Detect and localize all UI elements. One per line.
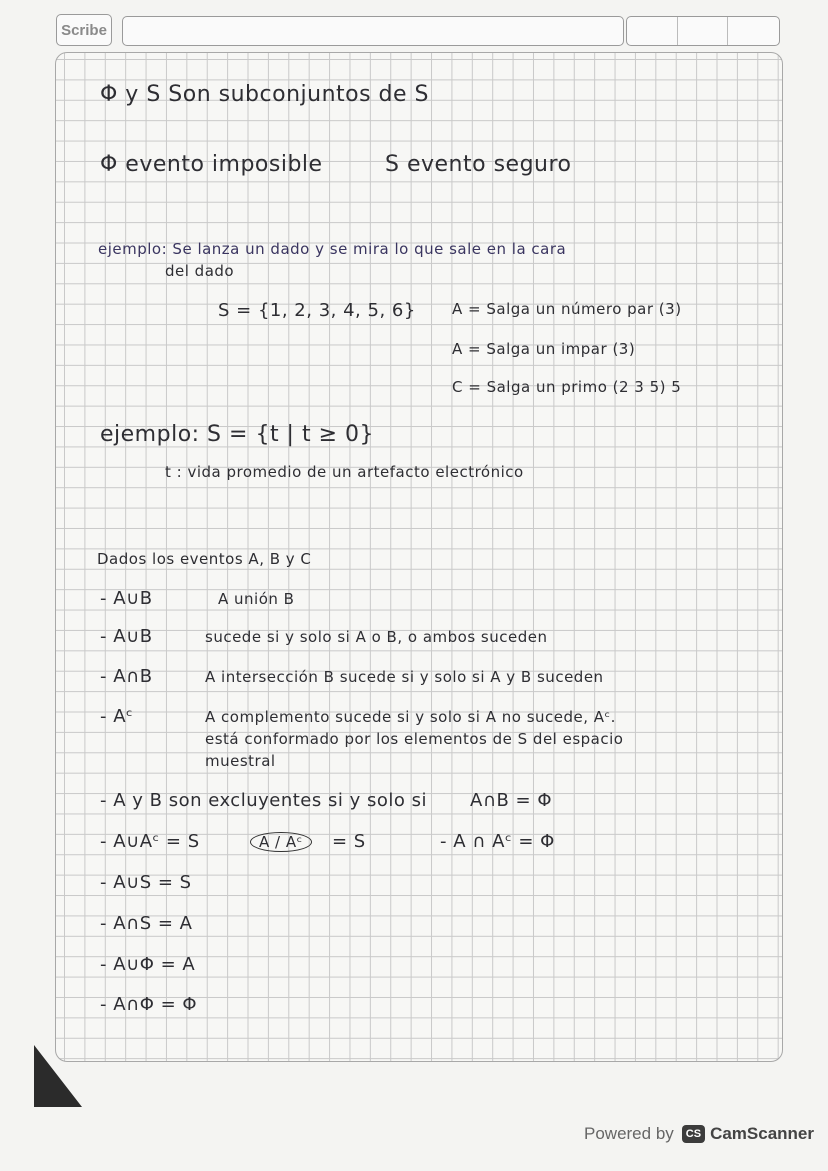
camscanner-text: CamScanner <box>710 1124 814 1143</box>
note-line: A = Salga un número par (3) <box>452 300 682 318</box>
note-line: C = Salga un primo (2 3 5) 5 <box>452 378 682 396</box>
note-line: - A∪B <box>100 626 153 647</box>
note-line: S evento seguro <box>385 152 572 177</box>
note-line: Dados los eventos A, B y C <box>97 550 312 568</box>
note-line: - A∪S = S <box>100 872 192 893</box>
camscanner-watermark <box>584 1124 814 1144</box>
note-line: t : vida promedio de un artefacto electrónico <box>165 463 524 481</box>
note-line: - A∩S = A <box>100 913 193 934</box>
note-line: - A∩B <box>100 666 153 687</box>
note-line: - A∪B <box>100 588 153 609</box>
powered-by-text: Powered by <box>584 1124 674 1143</box>
note-line: ejemplo: S = {t | t ≥ 0} <box>100 422 375 447</box>
camscanner-icon: CS <box>682 1125 705 1143</box>
notebook-header <box>56 14 780 46</box>
note-line: Φ evento imposible <box>100 152 323 177</box>
note-line: del dado <box>165 262 235 280</box>
note-line: - A ∩ Aᶜ = Φ <box>440 831 555 852</box>
note-line: sucede si y solo si A o B, o ambos suceden <box>205 628 548 646</box>
note-line: Φ y S Son subconjuntos de S <box>100 82 430 107</box>
note-line: A = Salga un impar (3) <box>452 340 636 358</box>
note-line: - Aᶜ <box>100 706 134 727</box>
note-line: S = {1, 2, 3, 4, 5, 6} <box>218 300 416 321</box>
note-line: A unión B <box>218 590 295 608</box>
note-line: A complemento sucede si y solo si A no sucede, Aᶜ. <box>205 708 616 726</box>
note-line: - A y B son excluyentes si y solo si <box>100 790 427 811</box>
note-line: - A∩Φ = Φ <box>100 994 198 1015</box>
date-box <box>626 16 780 46</box>
circled-expression <box>250 833 312 851</box>
note-line: está conformado por los elementos de S del espacio <box>205 730 624 748</box>
note-line: - A∪Φ = A <box>100 954 196 975</box>
title-box <box>122 16 624 46</box>
brand-logo: Scribe <box>56 14 112 46</box>
note-line: - A∪Aᶜ = S <box>100 831 200 852</box>
note-line: = S <box>332 831 366 852</box>
circled-text: A / Aᶜ <box>250 832 312 852</box>
note-line: ejemplo: Se lanza un dado y se mira lo que sale en la cara <box>98 240 567 258</box>
scan-shadow <box>34 1045 82 1107</box>
note-line: muestral <box>205 752 276 770</box>
note-line: A intersección B sucede si y solo si A y B suceden <box>205 668 604 686</box>
note-line: A∩B = Φ <box>470 790 553 811</box>
camscanner-logo <box>682 1124 814 1144</box>
